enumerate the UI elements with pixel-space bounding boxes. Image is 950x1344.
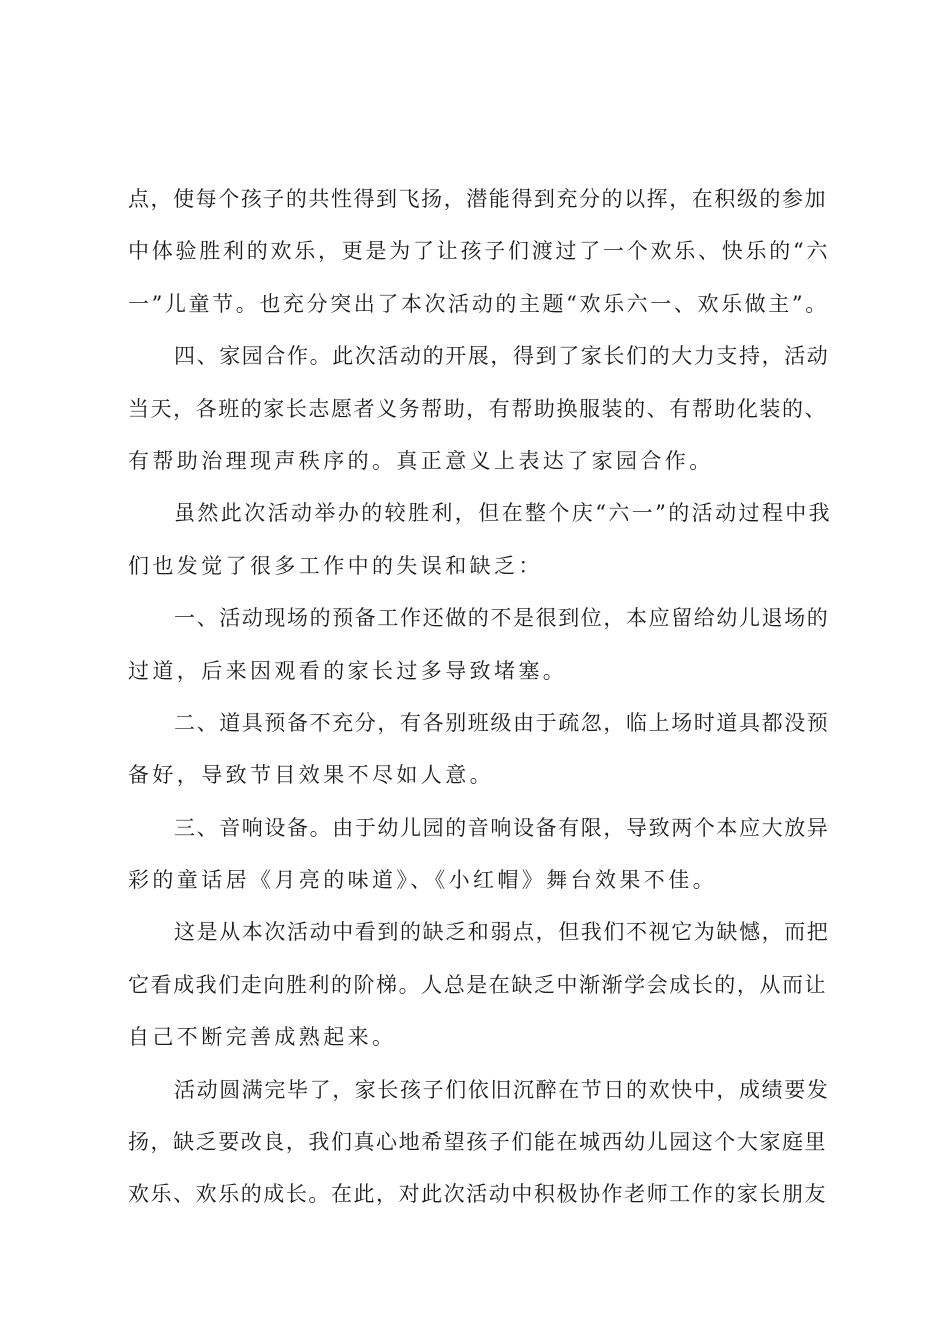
text-line: 四、家园合作。此次活动的开展，得到了家长们的大力支持，活动 [174,344,830,369]
text-line: 活动圆满完毕了，家长孩子们依旧沉醉在节日的欢快中，成绩要发 [174,1077,830,1102]
paragraph-6 [128,813,832,918]
text-line: 点，使每个孩子的共性得到飞扬，潜能得到充分的以挥，在积级的参加 [128,187,828,211]
text-line: 们也发觉了很多工作中的失误和缺乏： [128,553,543,578]
text-line: 虽然此次活动举办的较胜利，但在整个庆“六一”的活动过程中我 [174,501,833,526]
paragraph-2 [128,341,832,498]
text-line: 自己不断完善成熟起来。 [128,1025,397,1050]
paragraph-7 [128,917,832,1074]
text-line: 这是从本次活动中看到的缺乏和弱点，但我们不视它为缺憾，而把 [174,920,830,945]
text-line: 三、音响设备。由于幼儿园的音响设备有限，导致两个本应大放异 [174,815,830,840]
paragraph-3 [128,498,832,603]
paragraph-5 [128,708,832,813]
text-line: 一、活动现场的预备工作还做的不是很到位，本应留给幼儿退场的 [174,606,830,631]
text-line: 欢乐、欢乐的成长。在此，对此次活动中积极协作老师工作的家长朋友 [128,1182,828,1207]
text-line: 中体验胜利的欢乐，更是为了让孩子们渡过了一个欢乐、快乐的“六 [128,239,831,264]
document-body [128,184,832,1232]
text-line: 一”儿童节。也充分突出了本次活动的主题“欢乐六一、欢乐做主”。 [128,291,829,316]
text-line: 当天，各班的家长志愿者义务帮助，有帮助换服装的、有帮助化装的、 [128,396,828,421]
text-line: 它看成我们走向胜利的阶梯。人总是在缺乏中渐渐学会成长的，从而让 [128,972,828,997]
paragraph-8 [128,1075,832,1232]
text-line: 二、道具预备不充分，有各别班级由于疏忽，临上场时道具都没预 [174,710,830,735]
text-line: 过道，后来因观看的家长过多导致堵塞。 [128,658,568,683]
text-line: 扬，缺乏要改良，我们真心地希望孩子们能在城西幼儿园这个大家庭里 [128,1130,828,1155]
text-line: 有帮助治理现声秩序的。真正意义上表达了家园合作。 [128,448,714,473]
text-line: 备好，导致节目效果不尽如人意。 [128,763,494,788]
paragraph-1 [128,184,832,341]
paragraph-4 [128,603,832,708]
text-line: 彩的童话居《月亮的味道》、《小红帽》舞台效果不佳。 [128,868,717,893]
